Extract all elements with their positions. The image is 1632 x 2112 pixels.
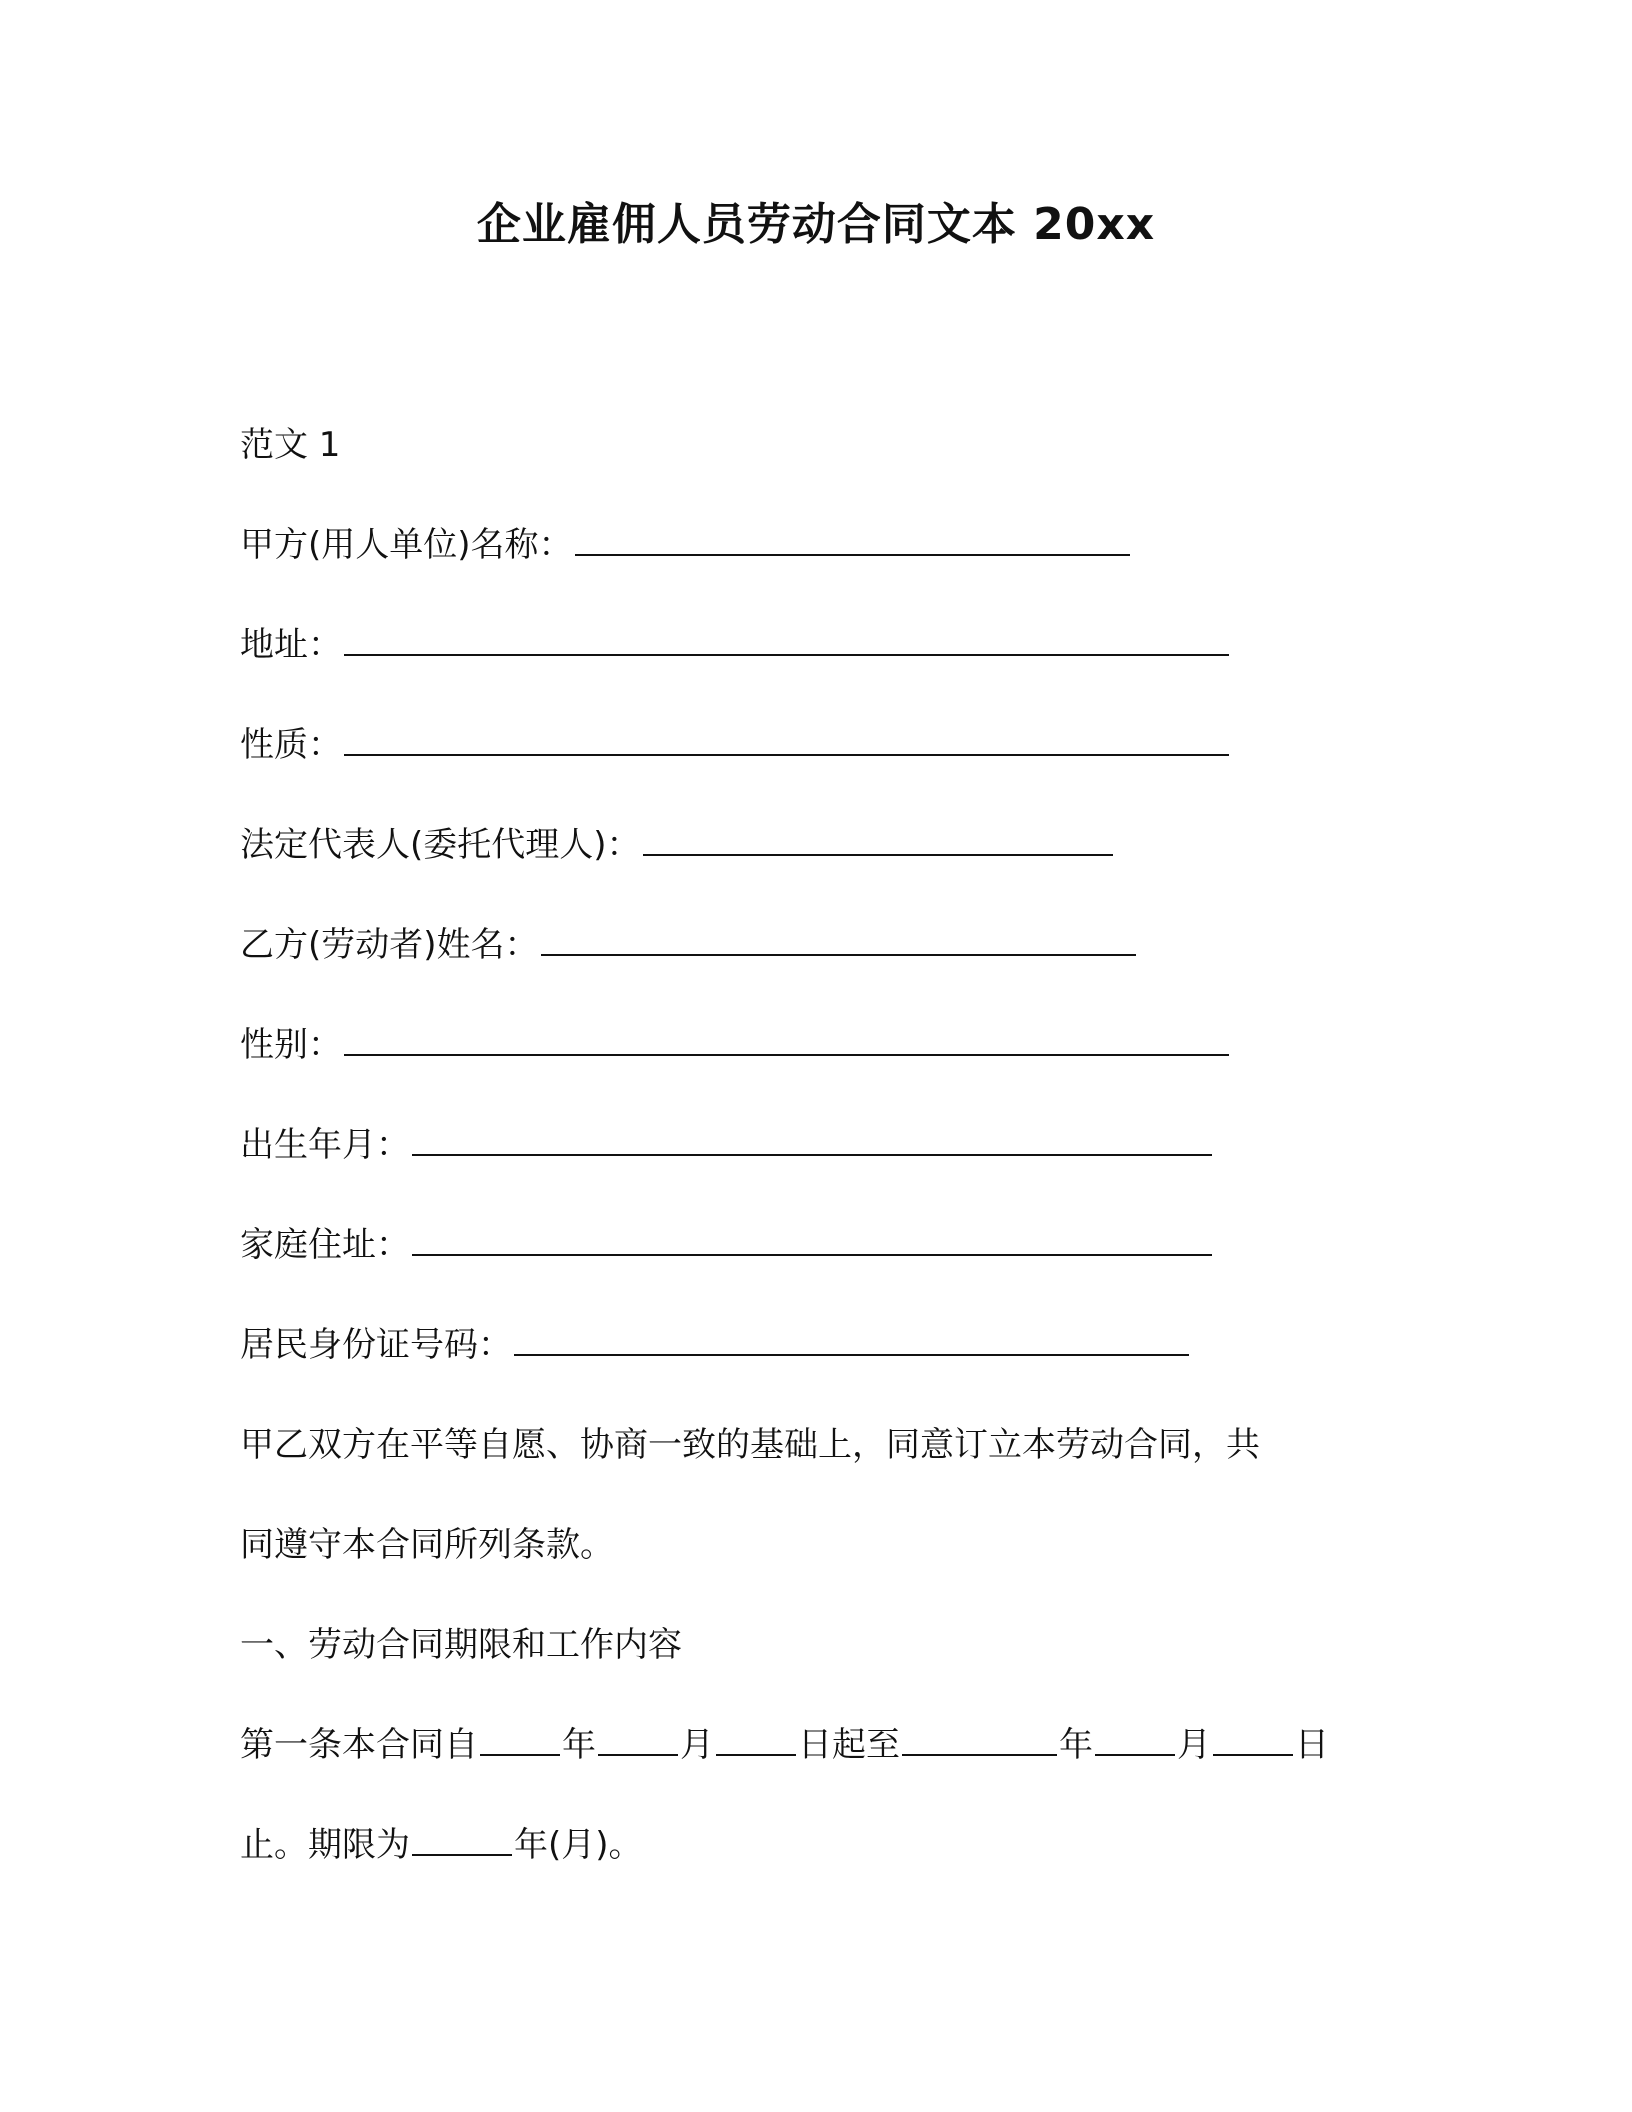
article-text: 日	[1295, 1725, 1329, 1765]
field-label: 居民身份证号码：	[240, 1325, 512, 1365]
field-employer-name	[240, 520, 1132, 570]
fill-blank	[412, 1220, 1212, 1256]
fill-blank	[344, 620, 1229, 656]
article-text: 止。期限为	[240, 1825, 410, 1865]
year-blank	[480, 1720, 560, 1756]
intro-paragraph-line-1: 甲乙双方在平等自愿、协商一致的基础上，同意订立本劳动合同，共	[240, 1425, 1260, 1465]
article-text: 月	[1177, 1725, 1211, 1765]
fill-blank	[514, 1320, 1189, 1356]
field-label: 出生年月：	[240, 1125, 410, 1165]
term-blank	[412, 1820, 512, 1856]
month-blank	[1095, 1720, 1175, 1756]
document-title: 企业雇佣人员劳动合同文本 20xx	[476, 199, 1156, 250]
field-label: 法定代表人(委托代理人)：	[240, 825, 641, 865]
section-heading: 一、劳动合同期限和工作内容	[240, 1625, 682, 1665]
field-home-address	[240, 1220, 1214, 1270]
field-gender	[240, 1020, 1231, 1070]
fill-blank	[575, 520, 1130, 556]
fill-blank	[412, 1120, 1212, 1156]
article-text: 日起至	[798, 1725, 900, 1765]
field-label: 家庭住址：	[240, 1225, 410, 1265]
day-blank	[716, 1720, 796, 1756]
article-text: 月	[680, 1725, 714, 1765]
field-nature	[240, 720, 1231, 770]
field-birth-date	[240, 1120, 1214, 1170]
day-blank	[1213, 1720, 1293, 1756]
field-address	[240, 620, 1231, 670]
field-id-number	[240, 1320, 1191, 1370]
sample-label: 范文 1	[240, 425, 341, 465]
year-blank	[902, 1720, 1057, 1756]
field-label: 性别：	[240, 1025, 342, 1065]
field-label: 地址：	[240, 625, 342, 665]
article-text: 年(月)。	[514, 1825, 643, 1865]
field-label: 乙方(劳动者)姓名：	[240, 925, 539, 965]
field-label: 甲方(用人单位)名称：	[240, 525, 573, 565]
field-legal-representative	[240, 820, 1115, 870]
article-text: 第一条本合同自	[240, 1725, 478, 1765]
field-employee-name	[240, 920, 1138, 970]
article-text: 年	[562, 1725, 596, 1765]
field-label: 性质：	[240, 725, 342, 765]
article-1-line-2	[240, 1820, 643, 1870]
article-1-line-1	[240, 1720, 1329, 1770]
fill-blank	[643, 820, 1113, 856]
month-blank	[598, 1720, 678, 1756]
article-text: 年	[1059, 1725, 1093, 1765]
fill-blank	[541, 920, 1136, 956]
fill-blank	[344, 1020, 1229, 1056]
fill-blank	[344, 720, 1229, 756]
intro-paragraph-line-2: 同遵守本合同所列条款。	[240, 1525, 614, 1565]
